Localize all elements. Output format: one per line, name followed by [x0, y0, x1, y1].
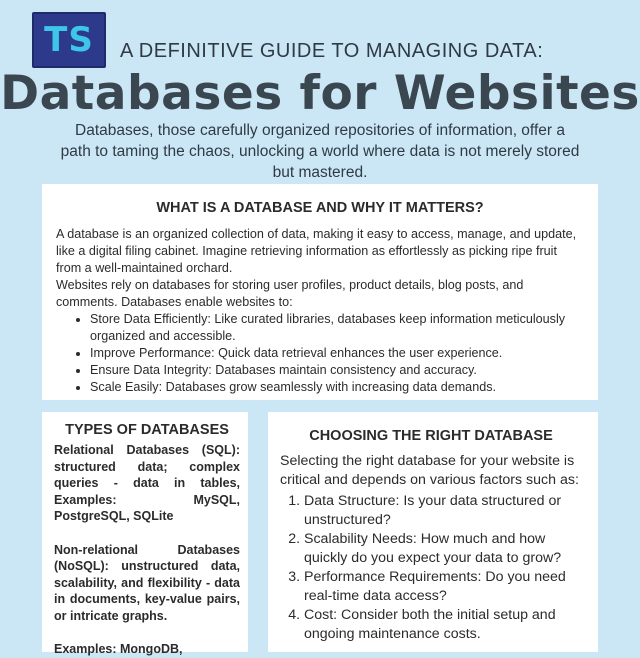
what-heading: WHAT IS A DATABASE AND WHY IT MATTERS? — [156, 200, 484, 216]
factor-item: 4. Cost: Consider both the initial setup and ongoing maintenance costs. — [304, 606, 582, 644]
relational-description: Relational Databases (SQL): structured data; complex queries - data in tables, Examples: MySQL, PostgreSQL, SQLite — [54, 443, 240, 523]
types-heading: TYPES OF DATABASES — [65, 422, 229, 438]
intro-text: Databases, those carefully organized repositories of information, offer a path to taming the chaos, unlocking a world where data is not merely stored but mastered. — [60, 122, 580, 181]
nonrelational-examples: Examples: MongoDB, — [54, 642, 183, 656]
page-title: Databases for Websites — [0, 66, 640, 121]
nonrelational-description: Non-relational Databases (NoSQL): unstructured data, scalability, and flexibility - data in documents, key-value pairs, or intricate graphs. — [54, 542, 240, 623]
factor-item: 2. Scalability Needs: How much and how quickly do you expect your data to grow? — [304, 530, 582, 568]
factor-item: 1. Data Structure: Is your data structured or unstructured? — [304, 492, 582, 530]
factors-list — [280, 492, 582, 644]
ts-logo: TS — [32, 12, 106, 68]
choosing-database-card — [268, 412, 598, 652]
what-paragraph-2: Websites rely on databases for storing user profiles, product details, blog posts, and comments. Databases enable websites to: — [56, 278, 524, 309]
benefit-item: • Improve Performance: Quick data retrieval enhances the user experience. — [90, 345, 584, 362]
page-kicker: A DEFINITIVE GUIDE TO MANAGING DATA: — [120, 40, 544, 62]
types-of-databases-card — [42, 412, 248, 656]
benefits-list — [56, 311, 584, 396]
what-paragraph-1: A database is an organized collection of data, making it easy to access, manage, and update, like a digital filing cabinet. Imagine retrieving information as effortlessly as picking ripe fruit from a well-maintained orchard. — [56, 227, 577, 275]
factor-item: 3. Performance Requirements: Do you need real-time data access? — [304, 568, 582, 606]
choose-intro: Selecting the right database for your website is critical and depends on various factors such as: — [280, 453, 579, 488]
what-is-database-card — [42, 184, 598, 400]
benefit-item: • Ensure Data Integrity: Databases maintain consistency and accuracy. — [90, 362, 584, 379]
benefit-item: • Scale Easily: Databases grow seamlessly with increasing data demands. — [90, 379, 584, 396]
choose-heading: CHOOSING THE RIGHT DATABASE — [309, 428, 553, 444]
benefit-item: • Store Data Efficiently: Like curated libraries, databases keep information meticulously organized and accessible. — [90, 311, 584, 345]
